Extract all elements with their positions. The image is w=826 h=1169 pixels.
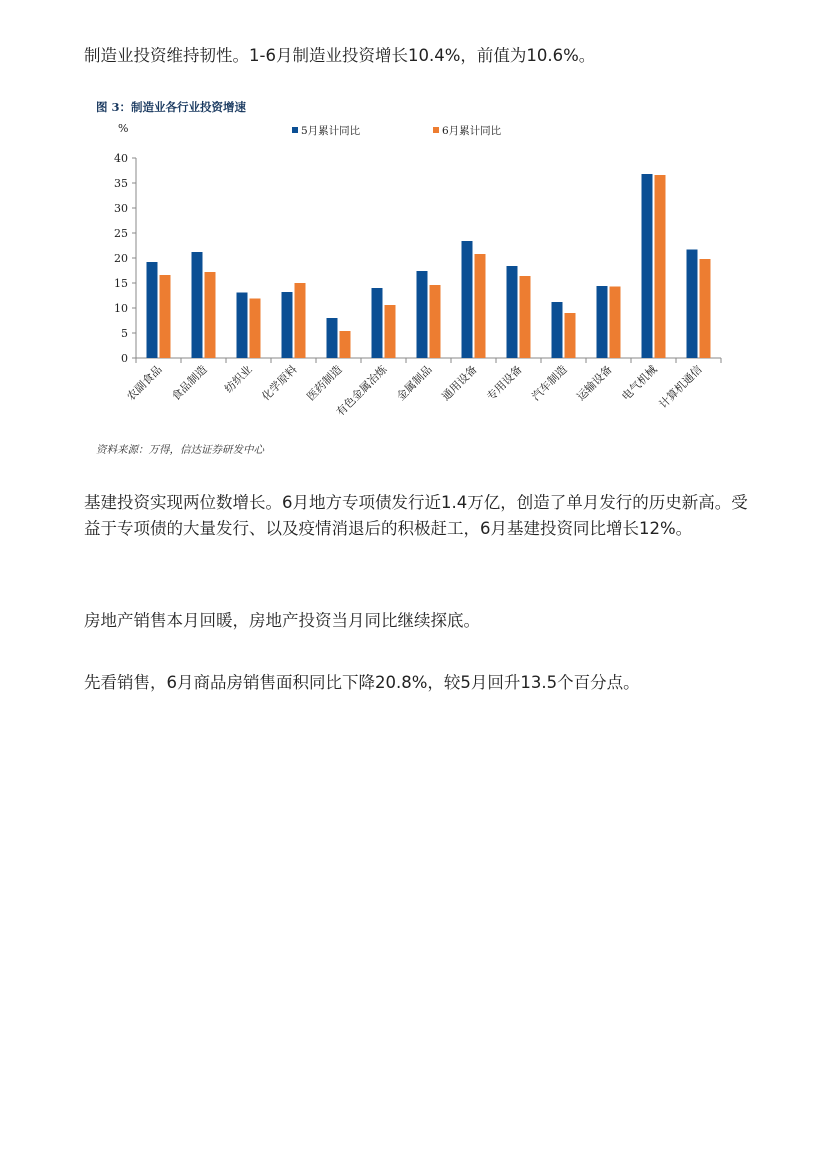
y-tick-label: 40 [114, 152, 128, 165]
y-tick-label: 15 [114, 277, 128, 290]
bar-1-8 [462, 241, 473, 358]
figure-title: 图 3：制造业各行业投资增速 [96, 100, 247, 114]
y-tick-label: 5 [121, 327, 128, 340]
bar-1-11 [597, 286, 608, 358]
bar-1-7 [417, 271, 428, 358]
x-tick-label: 专用设备 [484, 362, 525, 404]
bar-2-9 [520, 276, 531, 358]
bar-2-3 [250, 299, 261, 359]
bar-2-8 [475, 254, 486, 358]
bar-2-5 [340, 331, 351, 358]
y-tick-label: 35 [114, 177, 128, 190]
y-tick-label: 20 [114, 252, 128, 265]
bar-1-13 [687, 250, 698, 359]
bar-2-12 [655, 175, 666, 358]
x-tick-label: 农副食品 [124, 362, 165, 404]
x-tick-label: 有色金属冶炼 [333, 362, 390, 419]
x-tick-label: 纺织业 [222, 362, 255, 396]
paragraph-sales: 先看销售，6月商品房销售面积同比下降20.8%，较5月回升13.5个百分点。 [84, 673, 640, 692]
y-tick-label: 10 [114, 302, 128, 315]
bar-1-9 [507, 266, 518, 358]
bar-1-6 [372, 288, 383, 358]
legend-swatch-2 [433, 127, 439, 133]
x-tick-label: 金属制品 [394, 362, 435, 404]
bar-2-2 [205, 272, 216, 358]
legend-label-1: 5月累计同比 [301, 125, 361, 137]
x-tick-label: 食品制造 [169, 362, 210, 404]
bar-2-4 [295, 283, 306, 358]
bar-2-7 [430, 285, 441, 358]
bar-1-5 [327, 318, 338, 358]
figure-source: 资料来源：万得，信达证券研发中心 [96, 444, 264, 456]
paragraph-manufacturing: 制造业投资维持韧性。1-6月制造业投资增长10.4%，前值为10.6%。 [84, 46, 596, 65]
x-tick-label: 化学原料 [259, 362, 300, 404]
bar-2-1 [160, 275, 171, 358]
legend-label-2: 6月累计同比 [442, 125, 502, 137]
bar-1-2 [192, 252, 203, 358]
bar-1-1 [147, 262, 158, 358]
paragraph-real-estate: 房地产销售本月回暖，房地产投资当月同比继续探底。 [84, 611, 480, 630]
x-tick-label: 通用设备 [439, 362, 480, 404]
legend-swatch-1 [292, 127, 298, 133]
x-tick-label: 医药制造 [304, 362, 345, 404]
bar-1-10 [552, 302, 563, 358]
y-axis-unit-label: % [118, 122, 129, 135]
bar-chart [84, 96, 744, 466]
bar-2-13 [700, 259, 711, 358]
y-tick-label: 0 [121, 352, 128, 365]
bar-2-11 [610, 287, 621, 359]
x-tick-label: 计算机通信 [656, 362, 705, 412]
paragraph-infrastructure: 基建投资实现两位数增长。6月地方专项债发行近1.4万亿，创造了单月发行的历史新高。受益于专项债的大量发行、以及疫情消退后的积极赶工，6月基建投资同比增长12%。 [84, 493, 748, 538]
x-tick-label: 汽车制造 [529, 362, 570, 404]
x-tick-label: 运输设备 [574, 362, 615, 404]
x-tick-label: 电气机械 [619, 362, 660, 404]
bar-1-3 [237, 293, 248, 359]
y-tick-label: 25 [114, 227, 128, 240]
bar-2-6 [385, 305, 396, 358]
bar-2-10 [565, 313, 576, 358]
bar-1-12 [642, 174, 653, 358]
figure-manufacturing-investment [84, 96, 744, 466]
y-tick-label: 30 [114, 202, 128, 215]
bar-1-4 [282, 292, 293, 358]
